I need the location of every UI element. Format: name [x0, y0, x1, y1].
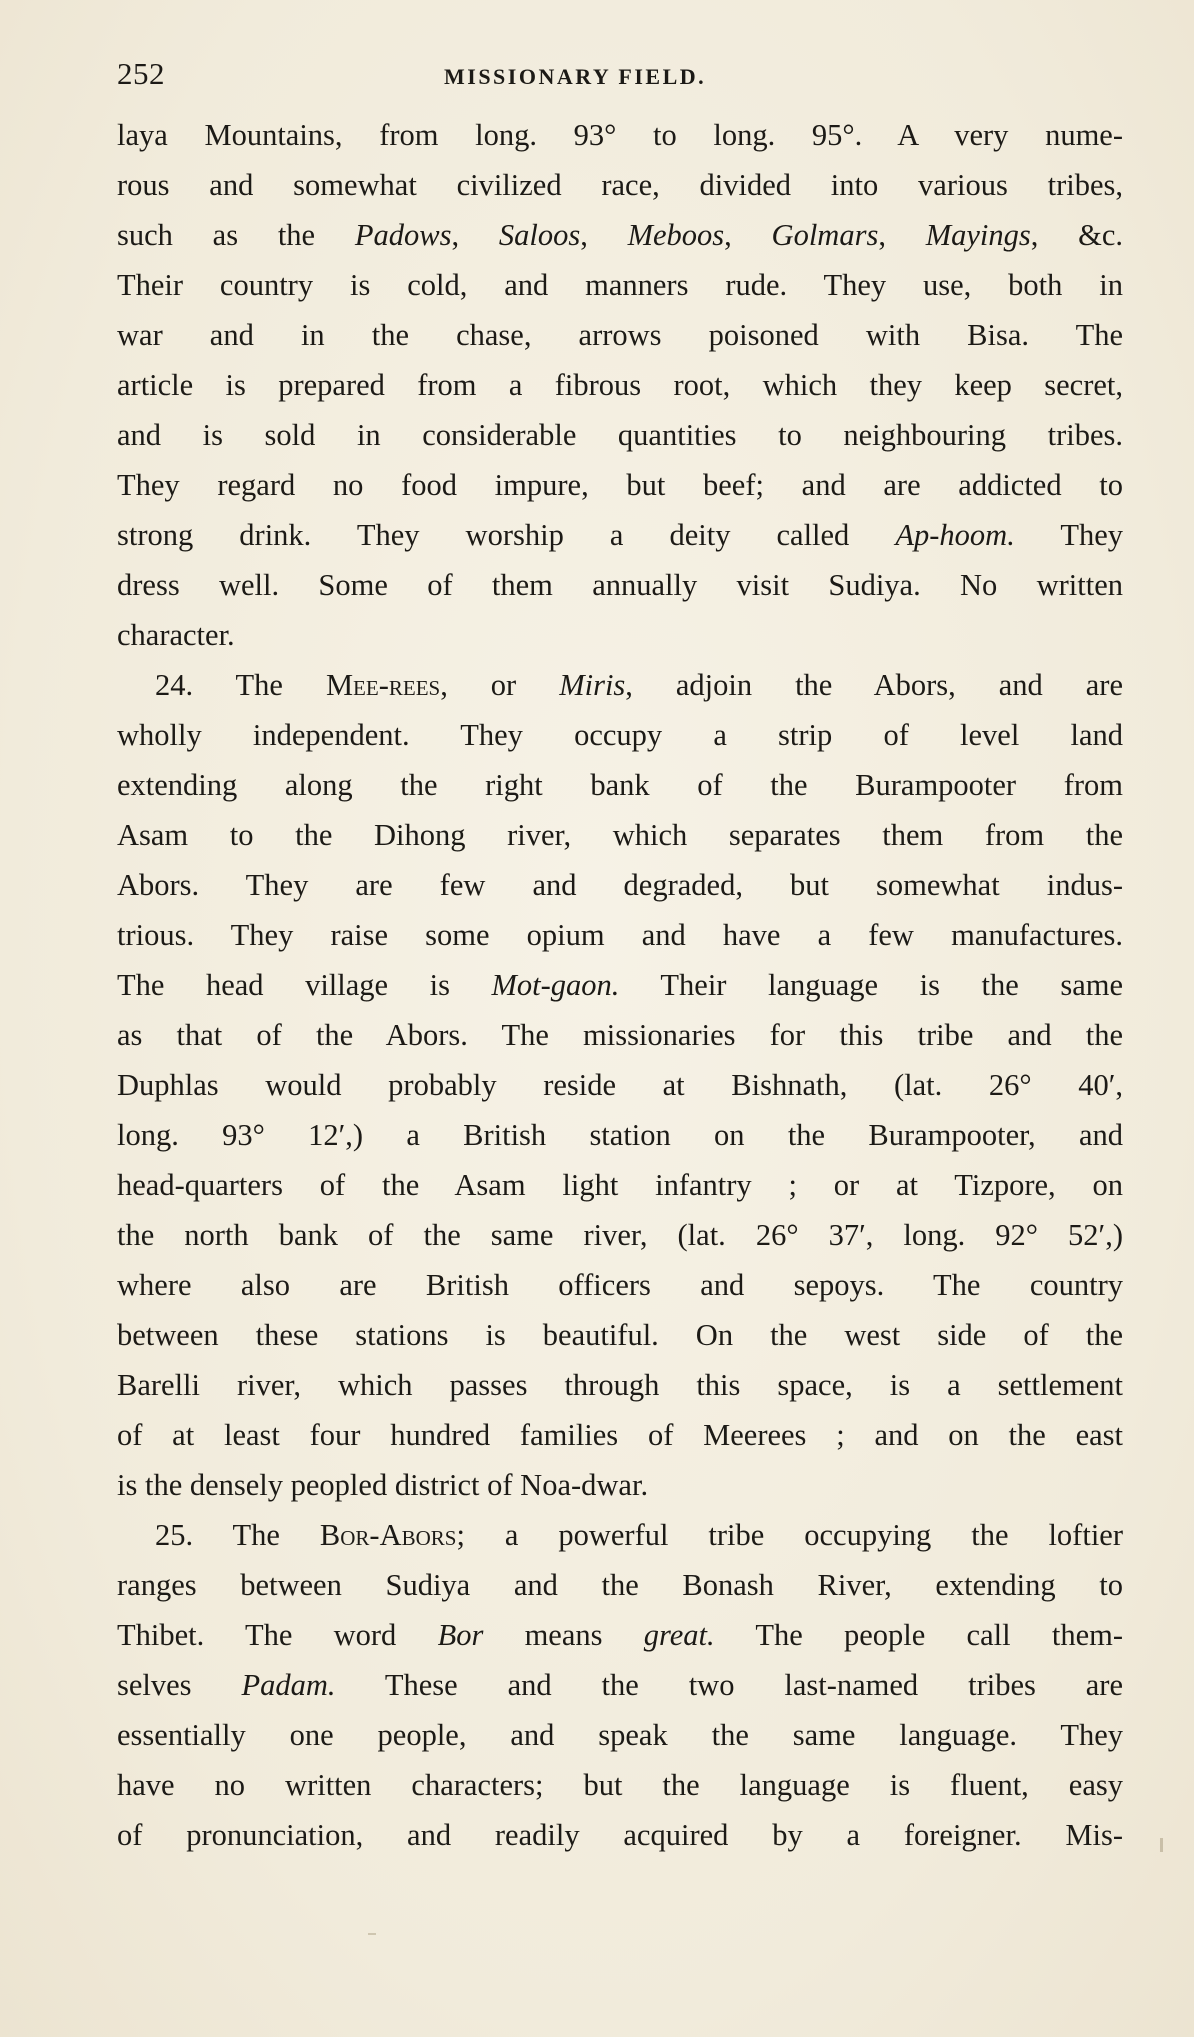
text-line: extending along the right bank of the Burampooter from — [117, 768, 1123, 802]
margin-mark — [1160, 1838, 1163, 1852]
foot-mark — [368, 1933, 376, 1935]
body-text — [117, 110, 1123, 1860]
text-line: long. 93° 12′,) a British station on the Burampooter, and — [117, 1118, 1123, 1152]
text-line: is the densely peopled district of Noa-dwar. — [117, 1468, 649, 1502]
text-line: where also are British officers and sepoys. The country — [117, 1268, 1123, 1302]
text-line: have no written characters; but the language is fluent, easy — [117, 1768, 1123, 1802]
text-line: Abors. They are few and degraded, but somewhat indus- — [117, 868, 1123, 902]
text-line: and is sold in considerable quantities to neighbouring tribes. — [117, 418, 1123, 452]
text-line: Their country is cold, and manners rude. They use, both in — [117, 268, 1123, 302]
text-line: head-quarters of the Asam light infantry ; or at Tizpore, on — [117, 1168, 1123, 1202]
text-line: the north bank of the same river, (lat. 26° 37′, long. 92° 52′,) — [117, 1218, 1123, 1252]
tribe-name: Padows — [354, 218, 452, 252]
text-line: laya Mountains, from long. 93° to long. 95°. A very nume- — [117, 118, 1123, 152]
text-line: Barelli river, which passes through this space, is a settlement — [117, 1368, 1123, 1402]
tribe-name: Meboos — [627, 218, 725, 252]
tribe-heading: Mee-rees — [325, 668, 441, 702]
text-line: The head village is Mot-gaon. Their language is the same — [117, 968, 1123, 1002]
text-line: as that of the Abors. The missionaries for this tribe and the — [117, 1018, 1123, 1052]
text-line: rous and somewhat civilized race, divided into various tribes, — [117, 168, 1123, 202]
tribe-heading: Bor-Abors — [319, 1518, 457, 1552]
text-line: trious. They raise some opium and have a few manufactures. — [117, 918, 1123, 952]
text-line: ranges between Sudiya and the Bonash River, extending to — [117, 1568, 1123, 1602]
text-line: selves Padam. These and the two last-named tribes are — [117, 1668, 1123, 1702]
tribe-name: Golmars — [771, 218, 879, 252]
text-line: Asam to the Dihong river, which separates them from the — [117, 818, 1123, 852]
text-line: article is prepared from a fibrous root, which they keep secret, — [117, 368, 1123, 402]
tribe-name: Miris — [559, 668, 626, 702]
text-line: They regard no food impure, but beef; and are addicted to — [117, 468, 1123, 502]
tribe-name: Mayings — [925, 218, 1031, 252]
text-line: strong drink. They worship a deity called Ap-hoom. They — [117, 518, 1123, 552]
text-line: such as the Padows, Saloos, Meboos, Golmars, Mayings, &c. — [117, 218, 1123, 252]
text-line: essentially one people, and speak the same language. They — [117, 1718, 1123, 1752]
paragraph-25-start: 25. The Bor-Abors; a powerful tribe occupying the loftier — [155, 1518, 1123, 1552]
text-line: Duphlas would probably reside at Bishnath, (lat. 26° 40′, — [117, 1068, 1123, 1102]
tribe-name: Saloos — [498, 218, 581, 252]
deity-name: Ap-hoom. — [895, 518, 1015, 552]
page-header — [117, 56, 1123, 106]
text-line: between these stations is beautiful. On the west side of the — [117, 1318, 1123, 1352]
text-line: of at least four hundred families of Meerees ; and on the east — [117, 1418, 1123, 1452]
text-line: wholly independent. They occupy a strip of level land — [117, 718, 1123, 752]
text-line: Thibet. The word Bor means great. The people call them- — [117, 1618, 1123, 1652]
paragraph-24-start: 24. The Mee-rees, or Miris, adjoin the Abors, and are — [155, 668, 1123, 702]
text-line: dress well. Some of them annually visit Sudiya. No written — [117, 568, 1123, 602]
village-name: Mot-gaon. — [491, 968, 620, 1002]
text-line: character. — [117, 618, 235, 652]
page-number: 252 — [117, 56, 165, 91]
running-head: MISSIONARY FIELD. — [444, 64, 707, 89]
text-line: war and in the chase, arrows poisoned with Bisa. The — [117, 318, 1123, 352]
text-line: of pronunciation, and readily acquired by a foreigner. Mis- — [117, 1818, 1123, 1852]
